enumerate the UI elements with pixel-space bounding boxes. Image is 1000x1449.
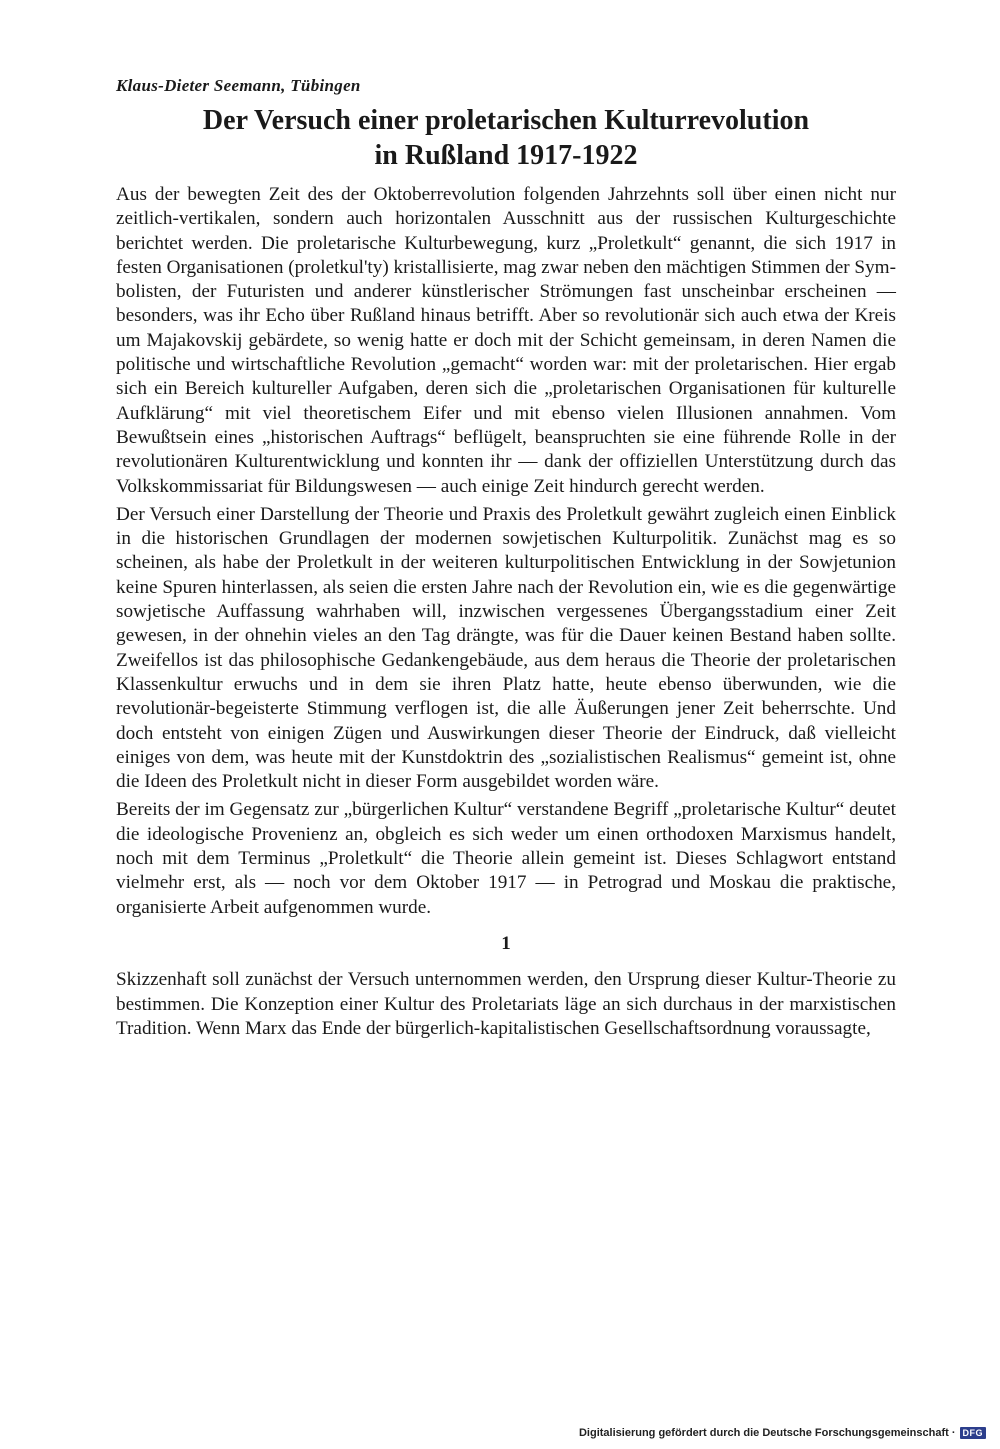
digitization-footer bbox=[579, 1427, 986, 1439]
dfg-logo: DFG bbox=[960, 1427, 987, 1439]
paragraph: Der Versuch einer Darstellung der Theorie und Praxis des Proletkult gewährt zugleich einen Einblick in die historischen Grundlagen der modernen sowjetischen Kulturpolitik. Zunächst mag es so scheinen, als habe der Proletkult in der weiteren kulturpolitischen Entwicklung in der Sowjetunion keine Spuren hinterlassen, als seien die ersten Jahre nach der Revolution ein, wie es die gegenwärtige sowjetische Auffassung wahrhaben will, inzwischen vergessenes Übergangsstadium einer Zeit gewesen, in der ohnehin vieles an den Tag drängte, was für die Dauer keinen Bestand haben sollte. Zweifellos ist das philosophische Gedankengebäude, aus dem heraus die Theorie der proletarischen Klassenkultur erwuchs und in dem sie ihren Platz hatte, heute ebenso überwunden, wie die revolutionär-begeisterte Stimmung verflogen ist, die alle Äußerungen jener Zeit beherrschte. Und doch entsteht von einigen Zügen und Auswirkungen dieser Theorie der Eindruck, daß vielleicht einiges von dem, was heute mit der Kunstdoktrin des „sozialistischen Realismus“ gemeint ist, ohne die Ideen des Proletkult nicht in dieser Form ausgebildet worden wäre. bbox=[116, 503, 896, 793]
article-title bbox=[116, 103, 896, 173]
paragraph: Skizzenhaft soll zunächst der Versuch unternommen werden, den Ursprung dieser Kultur-Theorie zu bestimmen. Die Konzeption einer Kultur des Proletariats läge an sich durchaus in der marxistischen Tradition. Wenn Marx das Ende der bürgerlich-kapitalistischen Gesellschaftsordnung voraussagte, bbox=[116, 969, 896, 1039]
paragraph: Aus der bewegten Zeit des der Oktoberrevolution folgenden Jahrzehnts soll über einen nicht nur zeitlich-vertikalen, sondern auch horizontalen Ausschnitt aus der russischen Kulturgeschichte berichtet werden. Die proletarische Kulturbewegung, kurz „Proletkult“ genannt, die sich 1917 in festen Organisationen (proletkul'ty) kristallisierte, mag zwar neben den mächtigen Stimmen der Symbolisten, der Futuristen und anderer künstlerischer Strömungen fast unscheinbar erscheinen — besonders, was ihr Echo über Rußland hinaus betrifft. Aber so revolutionär sich auch etwa der Kreis um Majakovskij gebärdete, so wenig hatte er doch mit der Schicht gemeinsam, in deren Namen die politische und wirtschaftliche Revolution „gemacht“ worden war: mit der proletarischen. Hier ergab sich ein Bereich kultureller Aufgaben, deren sich die „proletarischen Organisationen für kulturelle Aufklärung“ mit viel theoretischem Eifer und mit ebenso vielen Illusionen annahmen. Vom Bewußtsein eines „historischen Auftrags“ beflügelt, beanspruchten sie eine führende Rolle in der revolutionären Kulturentwicklung und konnten ihr — dank der offiziellen Unterstützung durch das Volkskommissariat für Bildungswesen — auch einige Zeit hindurch gerecht werden. bbox=[116, 184, 896, 497]
section-number: 1 bbox=[501, 932, 511, 954]
paragraph: Bereits der im Gegensatz zur „bürgerlichen Kultur“ verstandene Begriff „proletarische Kultur“ deutet die ideologische Provenienz an, obgleich es sich weder um einen orthodoxen Marxismus handelt, noch mit dem Terminus „Proletkult“ die Theorie allein gemeint ist. Dieses Schlagwort entstand vielmehr erst, als — noch vor dem Oktober 1917 — in Petrograd und Moskau die praktische, organisierte Arbeit aufgenommen wurde. bbox=[116, 799, 896, 918]
title-line-1: Der Versuch einer proletarischen Kulturrevolution bbox=[202, 105, 810, 136]
article-body bbox=[116, 183, 896, 1041]
author-line: Klaus-Dieter Seemann, Tübingen bbox=[116, 76, 361, 95]
title-line-2: in Rußland 1917-1922 bbox=[374, 140, 638, 171]
footer-text: Digitalisierung gefördert durch die Deutsche Forschungsgemeinschaft · bbox=[578, 1427, 956, 1439]
